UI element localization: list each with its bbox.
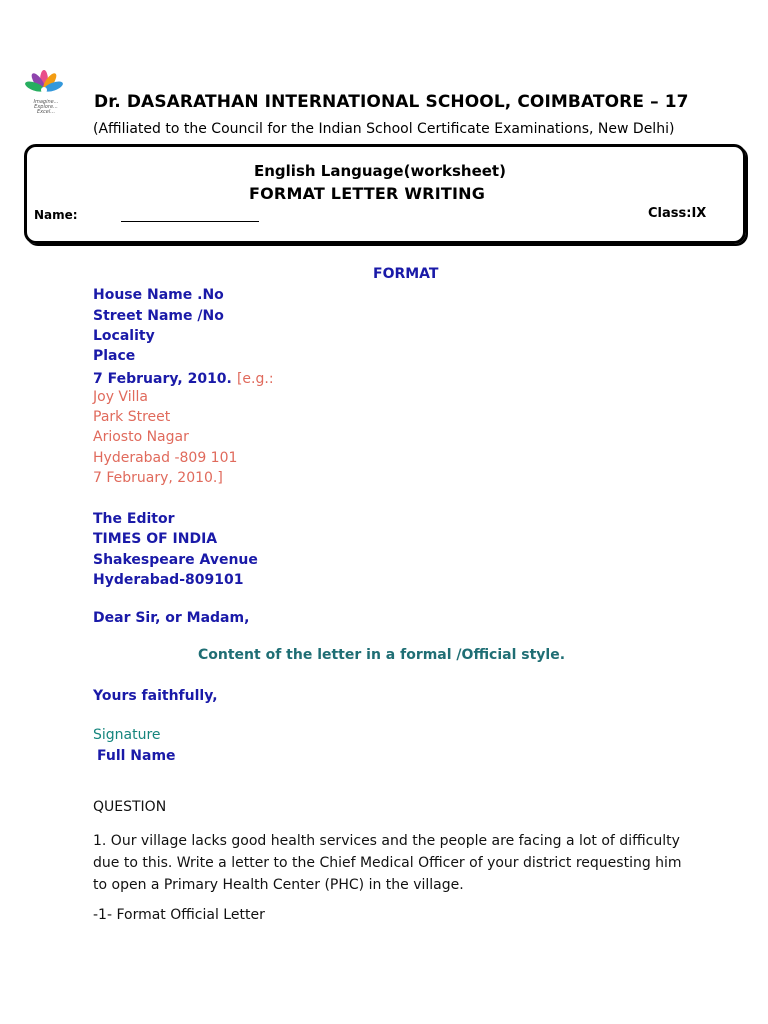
format-heading: FORMAT bbox=[373, 266, 439, 282]
school-name: Dr. DASARATHAN INTERNATIONAL SCHOOL, COIMBATORE – 17 bbox=[94, 92, 689, 112]
question-text: 1. Our village lacks good health services and the people are facing a lot of difficulty due to this. Write a letter to the Chief Medical Officer of your district requesting him to open a Primary Health Center (PHC) in the village. bbox=[93, 833, 682, 893]
signature-label: Signature bbox=[93, 727, 161, 743]
logo-tagline: Imagine... Explore... Excel... bbox=[33, 99, 59, 115]
receiver-line: TIMES OF INDIA bbox=[93, 531, 218, 547]
name-blank-line[interactable] bbox=[121, 209, 259, 222]
question-hint: -1- Format Official Letter bbox=[93, 907, 265, 923]
worksheet-title: FORMAT LETTER WRITING bbox=[249, 184, 486, 203]
question-heading: QUESTION bbox=[93, 799, 167, 815]
class-label: Class:IX bbox=[648, 206, 707, 221]
example-line: Hyderabad -809 101 bbox=[93, 450, 238, 466]
example-line: Joy Villa bbox=[93, 389, 148, 405]
example-line: 7 February, 2010.] bbox=[93, 470, 223, 486]
example-line: Park Street bbox=[93, 409, 171, 425]
content-line: Content of the letter in a formal /Official style. bbox=[198, 647, 566, 663]
subject-title: English Language(worksheet) bbox=[254, 162, 506, 180]
sender-line: House Name .No bbox=[93, 287, 224, 303]
closing: Yours faithfully, bbox=[93, 688, 218, 704]
example-open: [e.g.: bbox=[236, 371, 274, 387]
sender-line: Locality bbox=[93, 328, 155, 344]
receiver-line: Hyderabad-809101 bbox=[93, 572, 244, 588]
salutation: Dear Sir, or Madam, bbox=[93, 610, 250, 626]
affiliation-line: (Affiliated to the Council for the Indian School Certificate Examinations, New Delhi) bbox=[93, 121, 675, 137]
receiver-line: Shakespeare Avenue bbox=[93, 552, 258, 568]
sender-line: Street Name /No bbox=[93, 308, 224, 324]
full-name-label: Full Name bbox=[97, 748, 176, 764]
example-line: Ariosto Nagar bbox=[93, 429, 189, 445]
sender-line: Place bbox=[93, 348, 136, 364]
date-row bbox=[93, 368, 274, 387]
date-line: 7 February, 2010. bbox=[93, 371, 232, 387]
receiver-line: The Editor bbox=[93, 511, 175, 527]
name-label: Name: bbox=[34, 208, 78, 222]
